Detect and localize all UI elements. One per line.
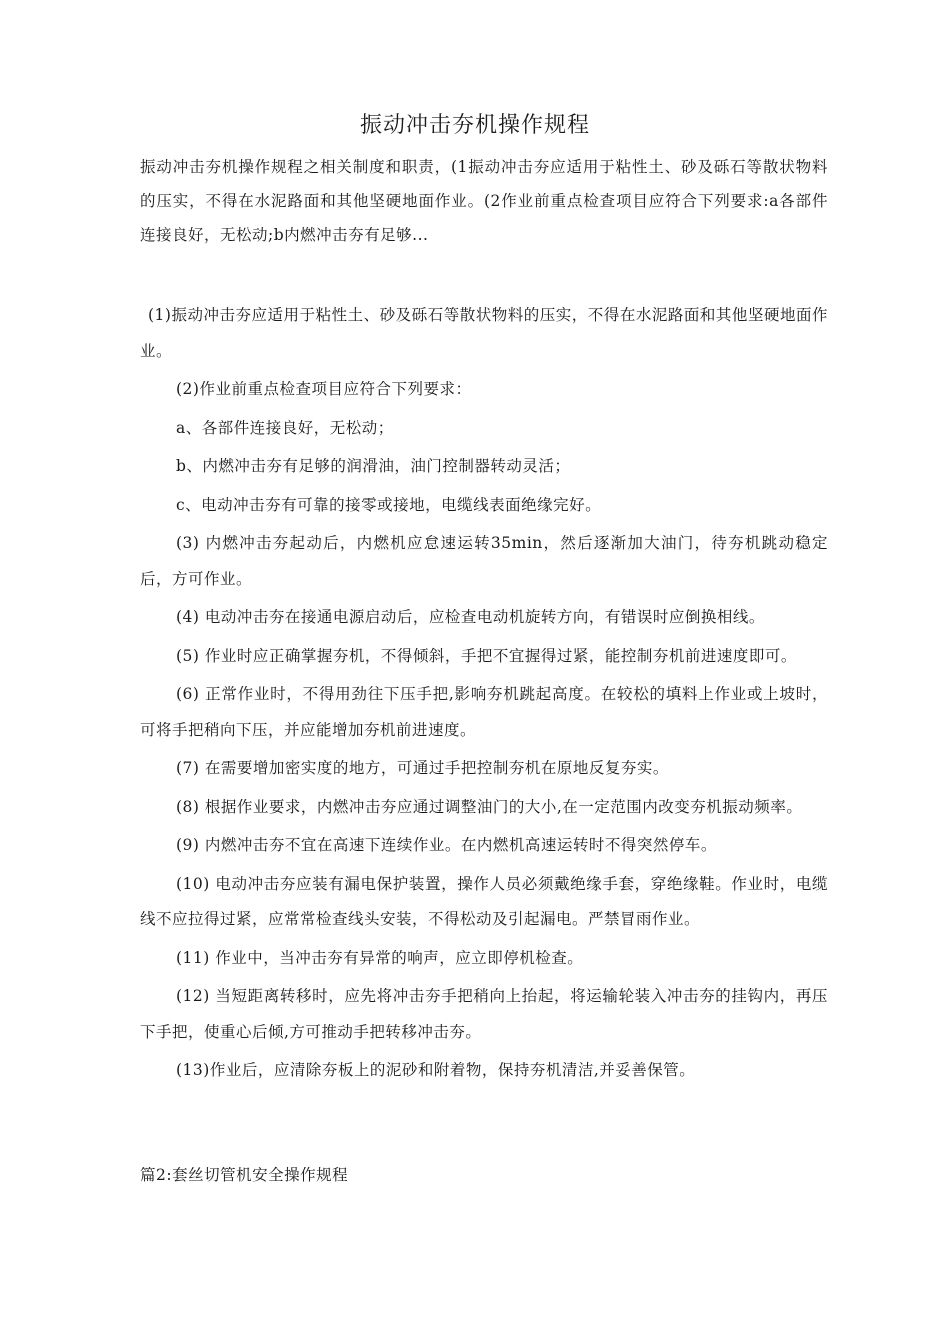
- paragraph-2: (2)作业前重点检查项目应符合下列要求：: [176, 380, 472, 398]
- page-title: 振动冲击夯机操作规程: [359, 113, 590, 138]
- list-item-c: c、电动冲击夯有可靠的接零或接地，电缆线表面绝缘完好。: [176, 495, 602, 514]
- paragraph-3: (3) 内燃冲击夯起动后，内燃机应怠速运转35min，然后逐渐加大油门，待夯机跳动稳定后，方可作业。: [140, 534, 828, 588]
- paragraph-1: (1)振动冲击夯应适用于粘性土、砂及砾石等散状物料的压实，不得在水泥路面和其他坚硬地面作业。: [140, 306, 828, 360]
- paragraph-8: (8) 根据作业要求，内燃冲击夯应通过调整油门的大小,在一定范围内改变夯机振动频率。: [176, 797, 803, 816]
- next-section-heading: 篇2:套丝切管机安全操作规程: [140, 1166, 349, 1184]
- paragraph-11: (11) 作业中，当冲击夯有异常的响声，应立即停机检查。: [176, 948, 584, 967]
- paragraph-6: (6) 正常作业时，不得用劲往下压手把,影响夯机跳起高度。在较松的填料上作业或上坡时，可将手把稍向下压，并应能增加夯机前进速度。: [140, 685, 828, 739]
- paragraph-4: (4) 电动冲击夯在接通电源启动后，应检查电动机旋转方向，有错误时应倒换相线。: [176, 608, 765, 626]
- paragraph-7: (7) 在需要增加密实度的地方，可通过手把控制夯机在原地反复夯实。: [176, 759, 669, 777]
- paragraph-13: (13)作业后，应清除夯板上的泥砂和附着物，保持夯机清洁,并妥善保管。: [176, 1061, 696, 1079]
- body-content: [140, 298, 828, 1092]
- paragraph-12: (12) 当短距离转移时，应先将冲击夯手把稍向上抬起，将运输轮装入冲击夯的挂钩内，再压下手把，使重心后倾,方可推动手把转移冲击夯。: [140, 987, 828, 1041]
- paragraph-5: (5) 作业时应正确掌握夯机，不得倾斜，手把不宜握得过紧，能控制夯机前进速度即可。: [176, 646, 797, 665]
- paragraph-10: (10) 电动冲击夯应装有漏电保护装置，操作人员必须戴绝缘手套，穿绝缘鞋。作业时，电缆线不应拉得过紧，应常常检查线头安装，不得松动及引起漏电。严禁冒雨作业。: [140, 874, 828, 928]
- summary-paragraph: 振动冲击夯机操作规程之相关制度和职责，(1振动冲击夯应适用于粘性土、砂及砾石等散状物料的压实，不得在水泥路面和其他坚硬地面作业。(2作业前重点检查项目应符合下列要求:a各部件连接良好，无松动;b内燃冲击夯有足够...: [140, 158, 828, 244]
- paragraph-9: (9) 内燃冲击夯不宜在高速下连续作业。在内燃机高速运转时不得突然停车。: [176, 836, 717, 854]
- list-item-a: a、各部件连接良好，无松动；: [176, 418, 394, 437]
- list-item-b: b、内燃冲击夯有足够的润滑油，油门控制器转动灵活；: [176, 457, 571, 475]
